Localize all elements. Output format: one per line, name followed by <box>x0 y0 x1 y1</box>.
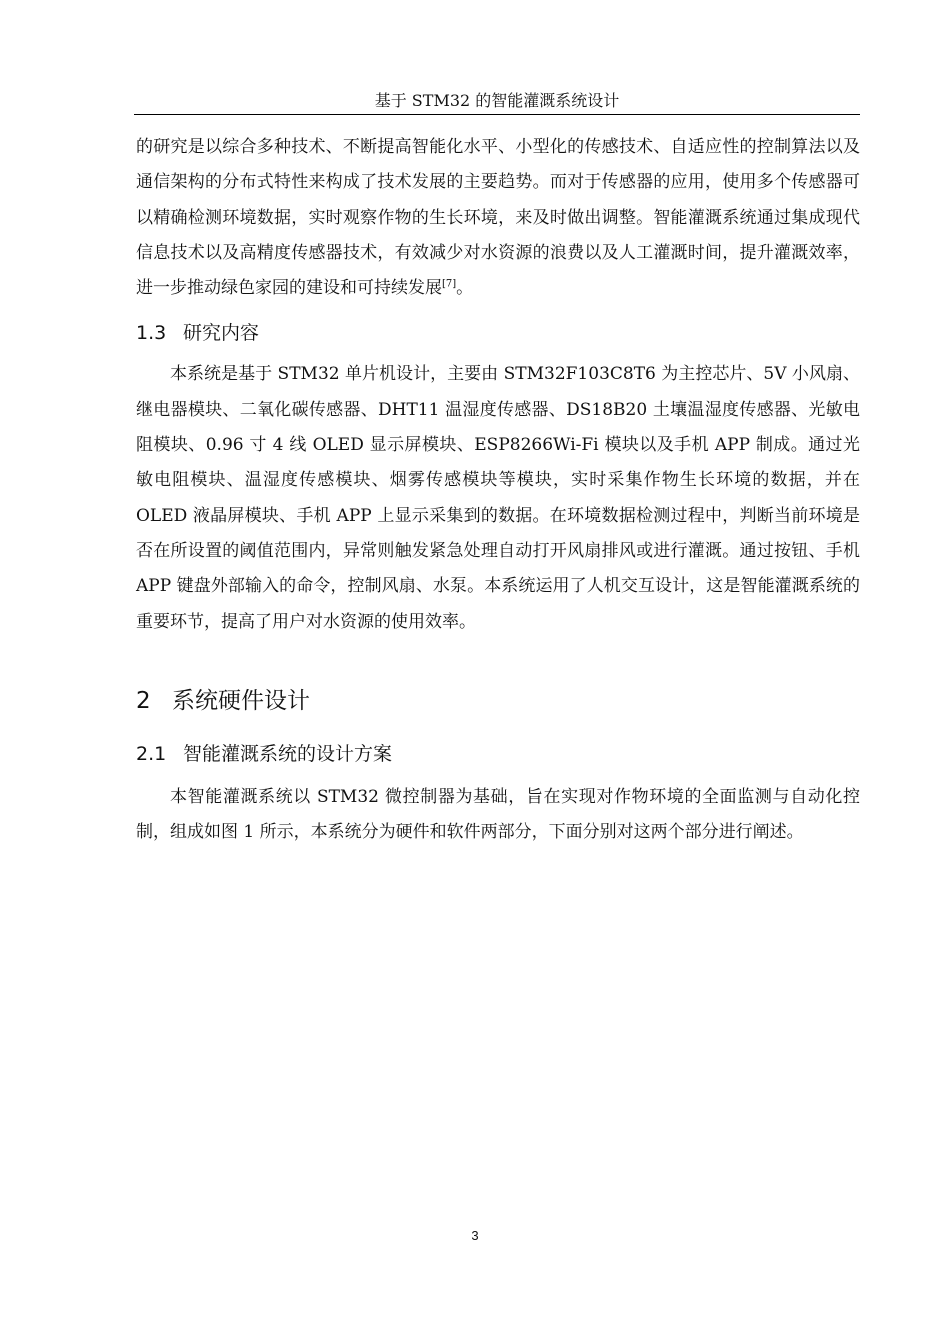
intro-paragraph-text: 的研究是以综合多种技术、不断提高智能化水平、小型化的传感技术、自适应性的控制算法以及通信架构的分布式特性来构成了技术发展的主要趋势。而对于传感器的应用，使用多个传感器可以精确检测环境数据，实时观察作物的生长环境，来及时做出调整。智能灌溉系统通过集成现代信息技术以及高精度传感器技术，有效减少对水资源的浪费以及人工灌溉时间，提升灌溉效率，进一步推动绿色家园的建设和可持续发展 <box>136 137 860 299</box>
chapter-number: 2 <box>136 687 151 714</box>
chapter-heading-2 <box>136 685 860 717</box>
intro-paragraph <box>136 130 860 306</box>
section-1-3-paragraph: 本系统是基于 STM32 单片机设计，主要由 STM32F103C8T6 为主控芯片、5V 小风扇、继电器模块、二氧化碳传感器、DHT11 温湿度传感器、DS18B20 土壤温湿度传感器、光敏电阻模块、0.96 寸 4 线 OLED 显示屏模块、ESP8266Wi-Fi 模块以及手机 APP 制成。通过光敏电阻模块、温湿度传感模块、烟雾传感模块等模块，实时采集作物生长环境的数据，并在 OLED 液晶屏模块、手机 APP 上显示采集到的数据。在环境数据检测过程中，判断当前环境是否在所设置的阈值范围内，异常则触发紧急处理自动打开风扇排风或进行灌溉。通过按钮、手机 APP 键盘外部输入的命令，控制风扇、水泵。本系统运用了人机交互设计，这是智能灌溉系统的重要环节，提高了用户对水资源的使用效率。 <box>136 364 860 632</box>
section-title: 智能灌溉系统的设计方案 <box>183 742 393 765</box>
section-2-1-paragraph: 本智能灌溉系统以 STM32 微控制器为基础，旨在实现对作物环境的全面监测与自动化控制，组成如图 1 所示，本系统分为硬件和软件两部分，下面分别对这两个部分进行阐述。 <box>136 786 860 843</box>
section-title: 研究内容 <box>183 322 260 345</box>
citation-ref: [7] <box>442 278 457 290</box>
section-heading-2-1 <box>136 740 860 768</box>
section-heading-1-3 <box>136 319 860 347</box>
page-number: 3 <box>471 1228 479 1243</box>
running-header: 基于 STM32 的智能灌溉系统设计 <box>374 91 620 110</box>
section-number: 1.3 <box>136 322 167 345</box>
page-body <box>136 130 860 850</box>
chapter-title: 系统硬件设计 <box>172 687 310 714</box>
section-number: 2.1 <box>136 742 167 765</box>
intro-paragraph-end: 。 <box>456 278 474 299</box>
header-divider <box>134 114 860 115</box>
